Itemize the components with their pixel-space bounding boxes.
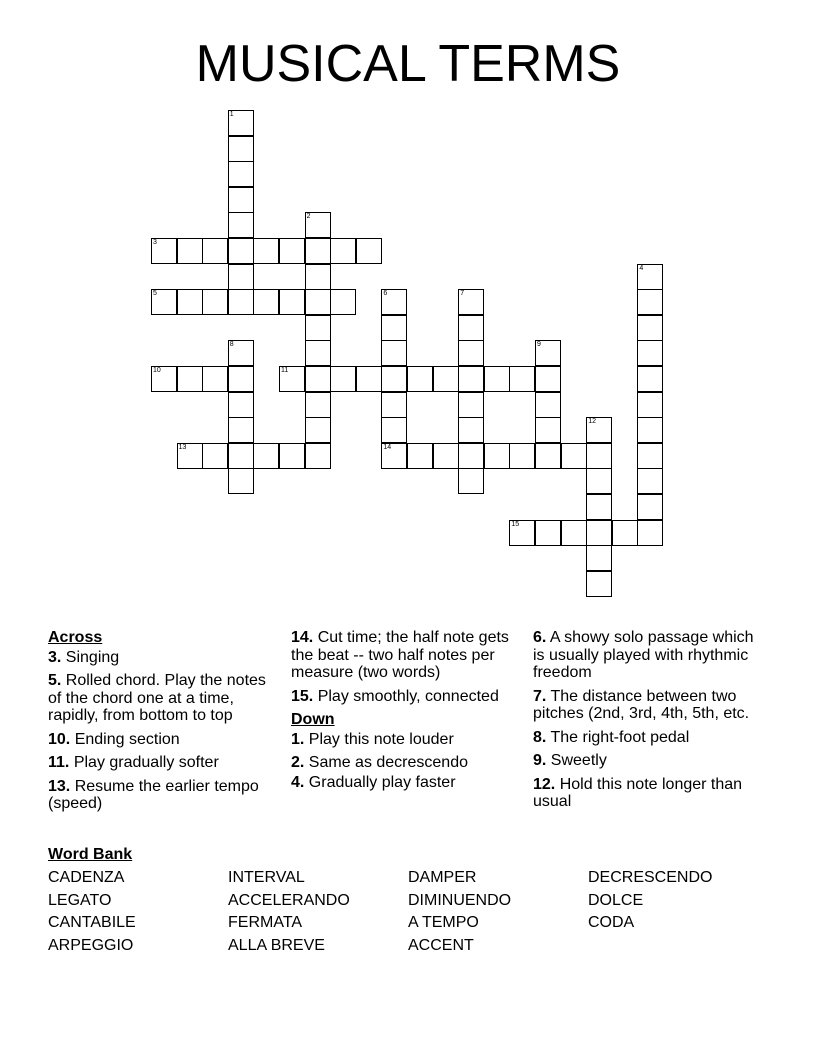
grid-cell[interactable] [305,443,331,469]
grid-cell[interactable] [305,340,331,366]
clue-number: 5 [153,290,157,298]
grid-cell[interactable] [228,264,254,290]
clue-down-7: 7. The distance between two pitches (2nd, 3rd, 4th, 5th, etc. [533,687,750,722]
grid-cell[interactable] [279,238,305,264]
clue-number: 2 [306,213,311,221]
grid-cell[interactable] [458,417,484,443]
clue-number: 3 [153,239,157,246]
grid-cell[interactable] [381,315,407,341]
grid-cell[interactable] [458,443,484,469]
grid-cell[interactable] [279,366,305,392]
grid-cell[interactable] [381,443,407,469]
grid-cell[interactable] [637,340,663,366]
grid-cell[interactable] [509,443,535,469]
grid-cell[interactable] [637,520,663,546]
grid-cell[interactable] [202,238,228,264]
grid-cell[interactable] [305,366,331,392]
grid-cell[interactable] [407,443,433,469]
clue-number: 9 [537,341,541,349]
grid-cell[interactable] [330,238,356,264]
clue-number: 15 [511,520,520,528]
grid-cell[interactable] [253,238,279,264]
clue-down-2: 2. Same as decrescendo [291,754,468,771]
word-bank-item: ALLA BREVE [228,937,325,954]
grid-cell[interactable] [381,417,407,443]
grid-cell[interactable] [586,494,612,520]
grid-cell[interactable] [228,212,254,238]
clue-number: 11 [281,367,289,374]
grid-cell[interactable] [381,289,407,315]
grid-cell[interactable] [458,392,484,418]
word-bank-item: LEGATO [48,892,112,909]
grid-cell[interactable] [535,417,561,443]
grid-cell[interactable] [535,520,561,546]
word-bank-item: FERMATA [228,914,303,931]
grid-cell[interactable] [177,443,203,469]
grid-cell[interactable] [586,468,612,494]
grid-cell[interactable] [330,366,356,392]
clue-down-12: 12. Hold this note longer than usual [533,775,743,810]
grid-cell[interactable] [151,366,177,392]
grid-cell[interactable] [637,264,663,290]
grid-cell[interactable] [586,417,612,443]
word-bank-item: CODA [588,914,635,931]
clue-across-5: 5. Rolled chord. Play the notes of the chord one at a time, rapidly, from bottom to top [48,672,266,724]
clue-number: 8 [229,341,234,349]
grid-cell[interactable] [433,443,459,469]
grid-cell[interactable] [637,494,663,520]
grid-cell[interactable] [356,366,382,392]
grid-cell[interactable] [177,238,203,264]
grid-cell[interactable] [253,443,279,469]
clue-across-10: 10. Ending section [48,730,180,748]
grid-cell[interactable] [535,392,561,418]
word-bank-heading: Word Bank [48,846,133,863]
grid-cell[interactable] [305,212,331,238]
clue-across-14: 14. Cut time; the half note gets the beat -- two half notes per measure (two words) [291,629,509,681]
word-bank-item: DOLCE [588,892,644,909]
clue-column-1 [48,629,280,819]
clue-number: 10 [153,367,161,374]
grid-cell[interactable] [228,392,254,418]
clue-number: 6 [383,290,388,298]
grid-cell[interactable] [228,238,254,264]
grid-cell[interactable] [407,366,433,392]
grid-cell[interactable] [228,340,254,366]
grid-cell[interactable] [228,110,254,136]
grid-cell[interactable] [305,315,331,341]
grid-cell[interactable] [637,392,663,418]
clue-number: 14 [383,443,392,451]
across-heading: Across [48,629,103,646]
word-bank-item: DIMINUENDO [408,892,512,909]
clue-column-2 [291,629,523,797]
clue-across-13: 13. Resume the earlier tempo (speed) [48,777,259,812]
clue-number: 1 [229,111,234,118]
grid-cell[interactable] [228,366,254,392]
grid-cell[interactable] [458,340,484,366]
word-bank-item: DAMPER [408,869,477,886]
grid-cell[interactable] [228,161,254,187]
clue-across-15: 15. Play smoothly, connected [291,687,499,705]
clue-down-1: 1. Play this note louder [291,730,454,748]
grid-cell[interactable] [305,264,331,290]
grid-cell[interactable] [637,315,663,341]
grid-cell[interactable] [637,468,663,494]
clue-down-6: 6. A showy solo passage which is usually played with rhythmic freedom [533,629,754,681]
word-bank-item: ACCELERANDO [228,892,350,909]
grid-cell[interactable] [305,289,331,315]
grid-cell[interactable] [151,238,177,264]
grid-cell[interactable] [330,289,356,315]
clue-across-3: 3. Singing [48,648,120,666]
grid-cell[interactable] [586,520,612,546]
grid-cell[interactable] [458,315,484,341]
clue-number: 12 [588,418,596,426]
down-heading: Down [291,711,335,728]
grid-cell[interactable] [561,520,587,546]
word-bank-item: ACCENT [408,937,474,954]
clue-column-3 [533,629,755,817]
clue-across-11: 11. Play gradually softer [48,754,219,771]
grid-cell[interactable] [535,443,561,469]
grid-cell[interactable] [612,520,638,546]
grid-cell[interactable] [484,443,510,469]
grid-cell[interactable] [305,238,331,264]
clue-number: 13 [178,443,187,451]
grid-cell[interactable] [433,366,459,392]
clue-down-4: 4. Gradually play faster [291,773,456,791]
clue-number: 4 [639,264,644,272]
clue-down-8: 8. The right-foot pedal [533,728,690,746]
grid-cell[interactable] [458,366,484,392]
grid-cell[interactable] [356,238,382,264]
grid-cell[interactable] [228,468,254,494]
grid-cell[interactable] [151,289,177,315]
grid-cell[interactable] [253,289,279,315]
grid-cell[interactable] [535,340,561,366]
grid-cell[interactable] [381,340,407,366]
word-bank-item: INTERVAL [228,869,305,886]
grid-cell[interactable] [637,443,663,469]
grid-cell[interactable] [228,443,254,469]
grid-cell[interactable] [458,468,484,494]
grid-cell[interactable] [458,289,484,315]
grid-cell[interactable] [228,136,254,162]
grid-cell[interactable] [305,417,331,443]
grid-cell[interactable] [637,366,663,392]
grid-cell[interactable] [202,366,228,392]
grid-cell[interactable] [279,289,305,315]
grid-cell[interactable] [535,366,561,392]
word-bank-item: A TEMPO [408,914,479,931]
page-title: MUSICAL TERMS [195,35,621,93]
word-bank-item: CADENZA [48,869,125,886]
grid-cell[interactable] [561,443,587,469]
clue-down-9: 9. Sweetly [533,752,607,769]
grid-cell[interactable] [228,289,254,315]
word-bank-item: CANTABILE [48,914,136,931]
grid-cell[interactable] [202,443,228,469]
grid-cell[interactable] [484,366,510,392]
grid-cell[interactable] [586,443,612,469]
grid-cell[interactable] [177,289,203,315]
grid-cell[interactable] [202,289,228,315]
grid-cell[interactable] [637,289,663,315]
grid-cell[interactable] [228,187,254,213]
word-bank-item: ARPEGGIO [48,937,134,954]
grid-cell[interactable] [586,545,612,571]
grid-cell[interactable] [509,520,535,546]
word-bank-item: DECRESCENDO [588,869,713,886]
grid-cell[interactable] [381,366,407,392]
grid-cell[interactable] [177,366,203,392]
grid-cell[interactable] [228,417,254,443]
grid-cell[interactable] [509,366,535,392]
grid-cell[interactable] [305,392,331,418]
clue-number: 7 [460,290,465,298]
grid-cell[interactable] [279,443,305,469]
grid-cell[interactable] [381,392,407,418]
grid-cell[interactable] [586,571,612,597]
grid-cell[interactable] [637,417,663,443]
